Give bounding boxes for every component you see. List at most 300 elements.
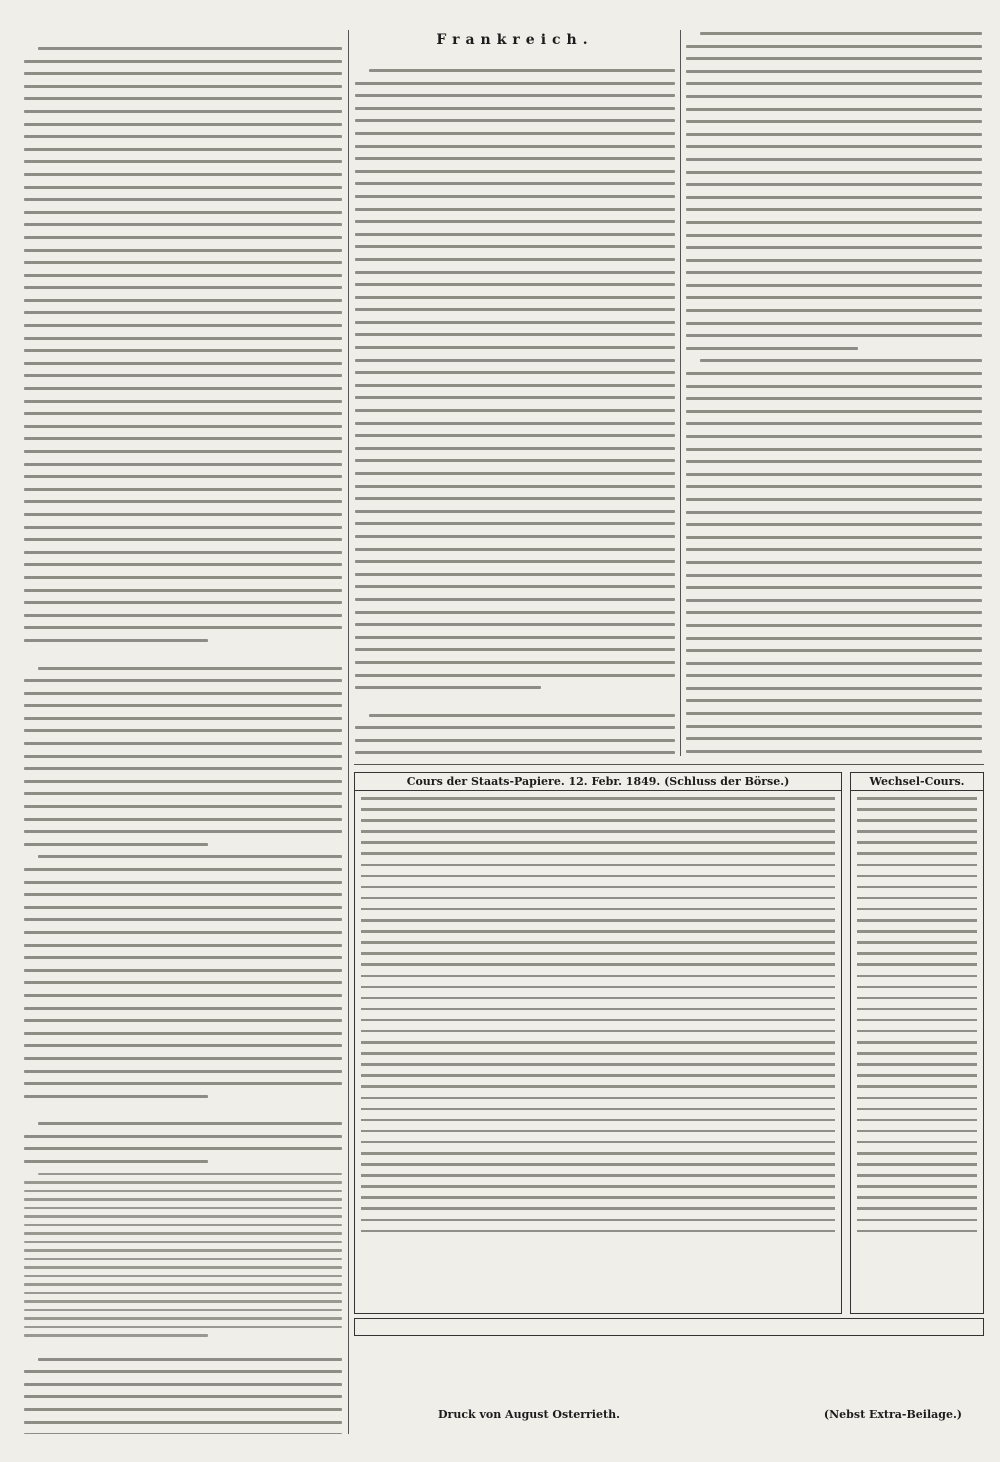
text-line [24, 1147, 342, 1150]
table-row [361, 1030, 835, 1033]
table-row [857, 1207, 977, 1210]
text-line [24, 97, 342, 100]
table-row [361, 797, 835, 800]
text-line [24, 1082, 342, 1085]
text-line [686, 725, 982, 728]
text-line [686, 410, 982, 413]
text-line [24, 639, 208, 642]
table-row [361, 864, 835, 867]
text-line [355, 258, 675, 261]
text-line [24, 1044, 342, 1047]
text-line [355, 346, 675, 349]
text-line [355, 245, 675, 248]
text-line [24, 526, 342, 529]
article-dateline-stettin [24, 1107, 342, 1120]
table-row [361, 1085, 835, 1088]
text-line [24, 1057, 342, 1060]
table-row [857, 908, 977, 911]
text-line [355, 233, 675, 236]
table-row [857, 975, 977, 978]
text-line [24, 918, 342, 921]
text-line [24, 767, 342, 770]
table-row [361, 1219, 835, 1222]
text-line [24, 538, 342, 541]
text-line [355, 208, 675, 211]
text-line [686, 133, 982, 136]
table-row [361, 875, 835, 878]
text-line [686, 498, 982, 501]
text-line [686, 171, 982, 174]
text-line [686, 599, 982, 602]
text-line [355, 648, 675, 651]
text-line [686, 45, 982, 48]
article-stettin [24, 1122, 342, 1163]
text-line [686, 460, 982, 463]
text-line [355, 661, 675, 664]
text-line [355, 271, 675, 274]
text-line [686, 57, 982, 60]
text-line [24, 1421, 342, 1424]
text-line [24, 374, 342, 377]
text-line [355, 422, 675, 425]
text-line [355, 611, 675, 614]
table-row [857, 1141, 977, 1144]
text-line [355, 321, 675, 324]
table-row [361, 1063, 835, 1066]
article-paris-continued [686, 32, 982, 350]
text-line [686, 183, 982, 186]
text-line [24, 249, 342, 252]
article-paris-2 [355, 714, 675, 756]
text-line [355, 510, 675, 513]
table-row [857, 852, 977, 855]
text-line [355, 220, 675, 223]
text-line [24, 692, 342, 695]
table-row [857, 919, 977, 922]
text-line [24, 969, 342, 972]
text-line [355, 623, 675, 626]
text-line [24, 1007, 342, 1010]
table-row [857, 830, 977, 833]
text-line [24, 236, 342, 239]
table-row [857, 1052, 977, 1055]
text-line [686, 422, 982, 425]
table-row [361, 963, 835, 966]
text-line [686, 385, 982, 388]
text-line [355, 548, 675, 551]
text-line [355, 434, 675, 437]
text-line [24, 1275, 342, 1278]
text-line [686, 145, 982, 148]
text-line [24, 742, 342, 745]
column-right [686, 30, 982, 756]
text-line [686, 221, 982, 224]
text-line [38, 855, 342, 858]
text-line [24, 450, 342, 453]
table-row [361, 1207, 835, 1210]
text-line [24, 1190, 342, 1193]
exchange-table-rows [851, 791, 983, 1247]
table-row [361, 1008, 835, 1011]
text-line [24, 551, 342, 554]
table-row [361, 1163, 835, 1166]
text-line [355, 170, 675, 173]
table-row [361, 1119, 835, 1122]
table-row [361, 1185, 835, 1188]
text-line [686, 448, 982, 451]
text-line [355, 459, 675, 462]
text-line [24, 1292, 342, 1295]
text-line [686, 473, 982, 476]
text-line [686, 246, 982, 249]
text-line [369, 69, 675, 72]
table-row [361, 1196, 835, 1199]
text-line [355, 182, 675, 185]
table-row [857, 808, 977, 811]
table-row [857, 1019, 977, 1022]
article-dateline-muenchen [24, 1343, 342, 1356]
text-line [355, 283, 675, 286]
column-middle [355, 30, 675, 756]
text-line [24, 1135, 342, 1138]
table-row [857, 952, 977, 955]
text-line [686, 548, 982, 551]
text-line [355, 145, 675, 148]
column-rule-2 [680, 30, 681, 756]
stock-table-footer-row [354, 1318, 984, 1336]
printer-imprint: Druck von August Osterrieth. [438, 1408, 620, 1421]
table-row [857, 930, 977, 933]
text-line [24, 513, 342, 516]
text-line [24, 110, 342, 113]
text-line [355, 674, 675, 677]
table-row [361, 1097, 835, 1100]
table-row [857, 1230, 977, 1233]
text-line [355, 560, 675, 563]
text-line [686, 271, 982, 274]
text-line [24, 601, 342, 604]
table-row [361, 808, 835, 811]
text-line [24, 148, 342, 151]
table-row [857, 986, 977, 989]
table-row [857, 941, 977, 944]
text-line [686, 347, 858, 350]
article-dateline-berlin-1 [24, 32, 342, 45]
newspaper-page [18, 30, 986, 1434]
table-row [857, 997, 977, 1000]
text-line [24, 349, 342, 352]
section-heading-france: Frankreich. [436, 32, 594, 48]
table-row [361, 841, 835, 844]
table-row [857, 1008, 977, 1011]
text-line [24, 881, 342, 884]
text-line [355, 119, 675, 122]
text-line [355, 751, 675, 754]
text-line [24, 729, 342, 732]
text-line [24, 704, 342, 707]
article-dateline-berlin-2 [24, 652, 342, 665]
text-line [686, 234, 982, 237]
table-row [857, 1163, 977, 1166]
table-row [361, 1074, 835, 1077]
text-line [24, 400, 342, 403]
stock-price-table [354, 772, 842, 1314]
text-line [24, 311, 342, 314]
text-line [24, 1383, 342, 1386]
text-line [355, 107, 675, 110]
article-berlin-1 [24, 47, 342, 642]
text-line [686, 196, 982, 199]
text-line [369, 714, 675, 717]
table-row [857, 1097, 977, 1100]
article-stettin-quote [24, 1173, 342, 1337]
text-line [24, 274, 342, 277]
text-line [355, 485, 675, 488]
text-line [355, 157, 675, 160]
text-line [24, 626, 342, 629]
text-line [24, 1241, 342, 1244]
text-line [24, 1317, 342, 1320]
text-line [24, 1224, 342, 1227]
text-line [686, 536, 982, 539]
text-line [686, 712, 982, 715]
text-line [24, 906, 342, 909]
table-row [361, 1052, 835, 1055]
text-line [24, 211, 342, 214]
text-line [24, 679, 342, 682]
text-line [24, 1326, 342, 1329]
text-line [686, 485, 982, 488]
table-row [361, 919, 835, 922]
text-line [355, 636, 675, 639]
exchange-rate-table [850, 772, 984, 1314]
text-line [355, 472, 675, 475]
table-row [361, 1141, 835, 1144]
text-line [24, 956, 342, 959]
text-line [355, 726, 675, 729]
column-left [24, 30, 342, 1434]
text-line [686, 95, 982, 98]
text-line [24, 994, 342, 997]
text-line [686, 737, 982, 740]
text-line [24, 1300, 342, 1303]
text-line [355, 195, 675, 198]
text-line [24, 1207, 342, 1210]
text-line [38, 47, 342, 50]
text-line [686, 699, 982, 702]
text-line [38, 1358, 342, 1361]
text-line [24, 1181, 342, 1184]
table-row [857, 841, 977, 844]
text-line [355, 739, 675, 742]
text-line [686, 649, 982, 652]
table-row [361, 941, 835, 944]
text-line [24, 576, 342, 579]
text-line [24, 173, 342, 176]
text-line [24, 60, 342, 63]
text-line [686, 70, 982, 73]
text-line [686, 561, 982, 564]
text-line [686, 586, 982, 589]
article-berlin-3 [24, 855, 342, 1097]
table-row [857, 875, 977, 878]
table-row [361, 819, 835, 822]
text-line [24, 261, 342, 264]
table-row [361, 930, 835, 933]
text-line [686, 674, 982, 677]
text-line [686, 82, 982, 85]
text-line [24, 1334, 208, 1337]
text-line [38, 667, 342, 670]
article-muenchen [24, 1358, 342, 1434]
text-line [24, 1408, 342, 1411]
text-line [24, 475, 342, 478]
text-line [24, 1258, 342, 1261]
text-line [24, 717, 342, 720]
text-line [355, 308, 675, 311]
text-line [24, 805, 342, 808]
text-line [355, 296, 675, 299]
text-line [24, 981, 342, 984]
table-row [361, 852, 835, 855]
table-row [857, 1041, 977, 1044]
table-row [361, 897, 835, 900]
text-line [24, 755, 342, 758]
text-line [700, 359, 982, 362]
stock-table-rows [355, 791, 841, 1247]
table-row [361, 1130, 835, 1133]
text-line [686, 296, 982, 299]
table-row [857, 1074, 977, 1077]
text-line [24, 412, 342, 415]
text-line [24, 563, 342, 566]
text-line [24, 830, 342, 833]
text-line [24, 1019, 342, 1022]
text-line [24, 437, 342, 440]
column-rule-1 [348, 30, 349, 1434]
table-row [361, 1041, 835, 1044]
text-line [686, 624, 982, 627]
text-line [24, 1249, 342, 1252]
text-line [686, 662, 982, 665]
text-line [24, 1198, 342, 1201]
supplement-note: (Nebst Extra-Beilage.) [823, 1408, 962, 1421]
text-line [38, 1122, 342, 1125]
article-berlin-2 [24, 667, 342, 846]
table-row [857, 1219, 977, 1222]
text-line [686, 574, 982, 577]
text-line [686, 435, 982, 438]
text-line [24, 780, 342, 783]
table-row [361, 830, 835, 833]
text-line [24, 1370, 342, 1373]
table-row [361, 1108, 835, 1111]
text-line [24, 931, 342, 934]
text-line [24, 792, 342, 795]
table-row [361, 975, 835, 978]
text-line [24, 1160, 208, 1163]
table-row [361, 886, 835, 889]
text-line [24, 463, 342, 466]
table-row [857, 1152, 977, 1155]
text-line [686, 397, 982, 400]
text-line [24, 893, 342, 896]
table-row [857, 1085, 977, 1088]
table-row [857, 1063, 977, 1066]
text-line [24, 1215, 342, 1218]
text-line [24, 186, 342, 189]
text-line [355, 573, 675, 576]
text-line [686, 687, 982, 690]
exchange-table-title: Wechsel-Cours. [851, 773, 983, 791]
text-line [355, 82, 675, 85]
article-paris-sentenced [686, 359, 982, 756]
table-row [857, 1108, 977, 1111]
table-row [857, 1196, 977, 1199]
text-line [686, 637, 982, 640]
text-line [38, 1173, 342, 1176]
article-dateline-paris-2 [355, 699, 675, 712]
text-line [686, 108, 982, 111]
table-row [361, 986, 835, 989]
text-line [24, 1232, 342, 1235]
text-line [686, 284, 982, 287]
table-row [857, 797, 977, 800]
text-line [355, 535, 675, 538]
text-line [686, 334, 982, 337]
text-line [355, 371, 675, 374]
text-line [24, 488, 342, 491]
table-row [361, 997, 835, 1000]
text-line [24, 198, 342, 201]
text-line [24, 1433, 342, 1434]
table-row [857, 897, 977, 900]
text-line [700, 32, 982, 35]
text-line [686, 750, 982, 753]
text-line [24, 425, 342, 428]
table-row [857, 819, 977, 822]
text-line [24, 944, 342, 947]
text-line [24, 500, 342, 503]
text-line [24, 1095, 208, 1098]
text-line [355, 686, 541, 689]
stock-table-title: Cours der Staats-Papiere. 12. Febr. 1849. (Schluss der Börse.) [355, 773, 841, 791]
text-line [24, 160, 342, 163]
table-row [361, 1152, 835, 1155]
text-line [355, 522, 675, 525]
text-line [686, 511, 982, 514]
table-row [857, 1174, 977, 1177]
text-line [24, 123, 342, 126]
text-line [686, 322, 982, 325]
text-line [24, 868, 342, 871]
table-row [857, 1030, 977, 1033]
text-line [24, 337, 342, 340]
text-line [24, 1032, 342, 1035]
text-line [355, 333, 675, 336]
text-line [686, 372, 982, 375]
text-line [24, 362, 342, 365]
text-line [24, 85, 342, 88]
section-rule [354, 764, 984, 765]
text-line [24, 1266, 342, 1269]
text-line [24, 1309, 342, 1312]
text-line [686, 208, 982, 211]
table-row [361, 1019, 835, 1022]
text-line [355, 384, 675, 387]
text-line [24, 589, 342, 592]
table-row [857, 1130, 977, 1133]
